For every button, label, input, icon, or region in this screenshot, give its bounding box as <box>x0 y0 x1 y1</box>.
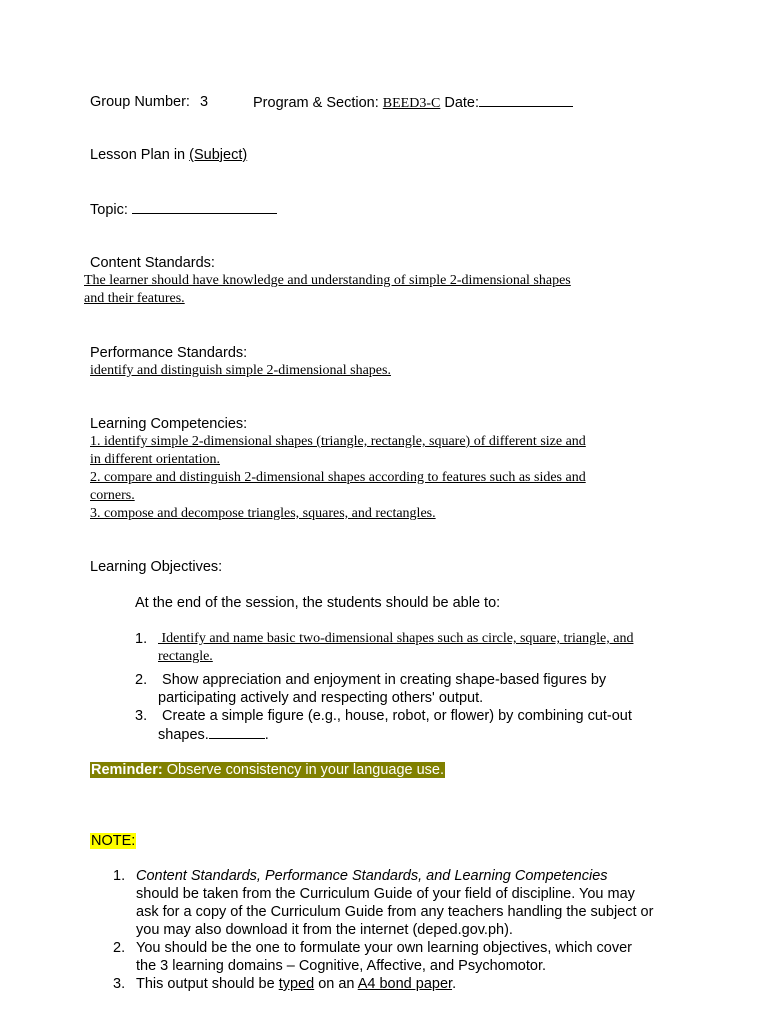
reminder-highlight <box>90 762 445 778</box>
objective-line: Create a simple figure (e.g., house, robot, or flower) by combining cut-out <box>162 708 632 724</box>
learning-competencies-heading: Learning Competencies: <box>90 416 248 432</box>
header-line <box>90 93 208 111</box>
content-standards-line: The learner should have knowledge and understanding of simple 2-dimensional shapes <box>84 273 571 288</box>
a4-paper-word: A4 bond paper <box>357 976 453 992</box>
note-line: you may also download it from the internet (deped.gov.ph). <box>136 922 513 938</box>
note-line: the 3 learning domains – Cognitive, Affective, and Psychomotor. <box>136 958 547 974</box>
note-heading <box>90 832 136 850</box>
group-number-label: Group Number: <box>90 94 190 110</box>
learning-objectives-heading: Learning Objectives: <box>90 559 223 575</box>
note-number: 1. <box>113 868 126 884</box>
reminder-banner <box>90 761 445 779</box>
competency-line: in different orientation. <box>90 452 220 467</box>
note-line: This output should be typed on an A4 bond paper. <box>136 976 457 992</box>
competency-line: 3. compose and decompose triangles, squares, and rectangles. <box>90 506 436 521</box>
lesson-plan-line <box>90 146 247 164</box>
objective-line: Show appreciation and enjoyment in creating shape-based figures by <box>162 672 607 688</box>
learning-objectives-intro: At the end of the session, the students should be able to: <box>135 595 501 611</box>
competency-line: 2. compare and distinguish 2-dimensional shapes according to features such as sides and <box>90 470 586 485</box>
content-standards-heading: Content Standards: <box>90 255 215 271</box>
objective-number: 2. <box>135 672 148 688</box>
objective-number: 3. <box>135 708 148 724</box>
objective-line: Identify and name basic two-dimensional shapes such as circle, square, triangle, and <box>161 631 634 646</box>
note-line: ask for a copy of the Curriculum Guide from any teachers handling the subject or <box>136 904 654 920</box>
note-number: 2. <box>113 940 126 956</box>
lesson-plan-subject: (Subject) <box>189 147 248 163</box>
topic-line <box>90 200 277 219</box>
performance-standards-line: identify and distinguish simple 2-dimensional shapes. <box>90 363 391 378</box>
lesson-plan-label: Lesson Plan in <box>90 147 186 163</box>
note-label: NOTE: <box>91 833 136 849</box>
group-number-value: 3 <box>199 94 209 110</box>
content-standards-line: and their features. <box>84 291 185 306</box>
topic-label: Topic: <box>90 202 128 218</box>
competency-line: 1. identify simple 2-dimensional shapes (triangle, rectangle, square) of different size and <box>90 434 586 449</box>
reminder-text: Observe consistency in your language use. <box>162 762 445 778</box>
date-blank <box>479 93 573 107</box>
note-line: Content Standards, Performance Standards, and Learning Competencies <box>136 868 608 884</box>
objective-line: participating actively and respecting others' output. <box>158 690 484 706</box>
objective-blank <box>209 725 265 739</box>
program-section <box>253 93 573 113</box>
objective-number: 1. <box>135 631 148 647</box>
program-section-value: BEED3-C <box>382 96 441 111</box>
program-section-label: Program & Section: <box>253 95 379 111</box>
note-number: 3. <box>113 976 126 992</box>
competency-line: corners. <box>90 488 135 503</box>
date-label: Date: <box>444 95 480 111</box>
note-line: You should be the one to formulate your own learning objectives, which cover <box>136 940 632 956</box>
objective-line: shapes. . <box>158 727 269 743</box>
topic-blank <box>132 200 277 214</box>
reminder-label: Reminder: <box>91 762 163 778</box>
typed-word: typed <box>278 976 315 992</box>
performance-standards-heading: Performance Standards: <box>90 345 248 361</box>
objective-line: rectangle. <box>158 649 213 664</box>
note-line: should be taken from the Curriculum Guide of your field of discipline. You may <box>136 886 635 902</box>
